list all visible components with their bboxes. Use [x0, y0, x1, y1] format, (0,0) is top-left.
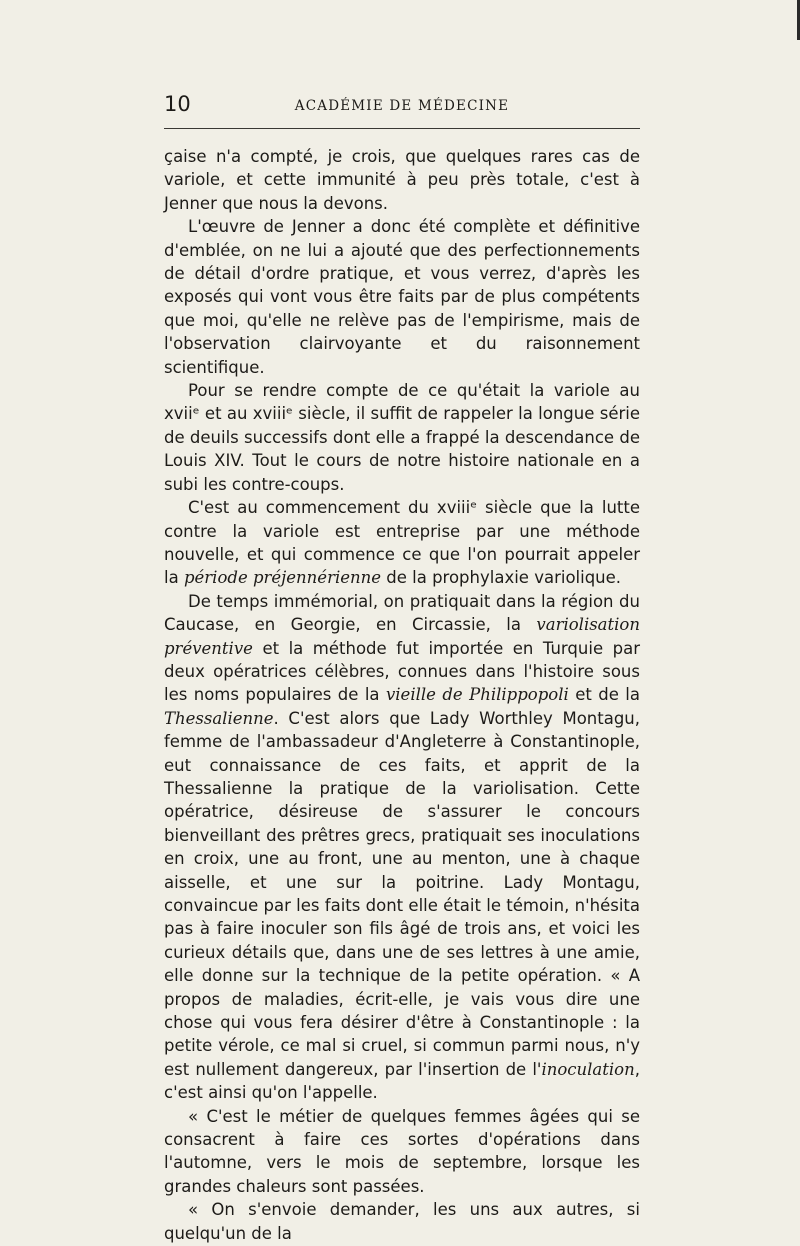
paragraph: « C'est le métier de quelques femmes âgées qui se consacrent à faire ces sortes d'opérations dans l'automne, vers le mois de septembre, lorsque les grandes chaleurs sont passées.	[164, 1106, 640, 1196]
body-text	[164, 145, 640, 1245]
paragraph: L'œuvre de Jenner a donc été complète et définitive d'emblée, on ne lui a ajouté que des perfectionnements de détail d'ordre pratique, et vous verrez, d'après les exposés qui vont vous être faits par de plus compétents que moi, qu'elle ne relève pas de l'empirisme, mais de l'observation clairvoyante et du raisonnement scientifique.	[164, 217, 640, 377]
text-run: et de la	[568, 685, 640, 705]
paragraph: « On s'envoie demander, les uns aux autres, si quelqu'un de la	[164, 1200, 640, 1243]
header-rule	[164, 128, 640, 129]
italic-term: Thessalienne	[164, 708, 274, 728]
text-run: de la prophylaxie variolique.	[381, 568, 622, 588]
page-number: 10	[164, 92, 191, 116]
paragraph	[164, 590, 640, 1105]
page-header	[164, 92, 640, 120]
text-run: C'est au commencement du xviiiᵉ siècle que la lutte contre la variole est entreprise par une méthode nouvelle, et qui commence ce que l'on pourrait appeler la	[164, 498, 640, 588]
text-run: , c'est ainsi qu'on l'appelle.	[164, 1059, 640, 1103]
italic-term: période préjennérienne	[183, 568, 382, 588]
running-head: ACADÉMIE DE MÉDECINE	[294, 98, 510, 114]
italic-term: variolisation préventive	[164, 615, 640, 658]
text-run: De temps immémorial, on pratiquait dans la région du Caucase, en Georgie, en Circassie, la	[164, 591, 640, 635]
italic-term: inoculation	[541, 1059, 635, 1079]
paragraph	[164, 496, 640, 590]
paragraph: Pour se rendre compte de ce qu'était la variole au xviiᵉ et au xviiiᵉ siècle, il suffit de rappeler la longue série de deuils successifs dont elle a frappé la descendance de Louis XIV. Tout le cours de notre histoire nationale en a subi les contre-coups.	[164, 381, 640, 494]
italic-term: vieille de Philippopoli	[385, 685, 569, 705]
text-run: . C'est alors que Lady Worthley Montagu, femme de l'ambassadeur d'Angleterre à Constantinople, eut connaissance de ces faits, et apprit de la Thessalienne la pratique de la variolisation. Cette opératrice, désireuse de s'assurer le concours bienveillant des prêtres grecs, pratiquait ses inoculations en croix, une au front, une au menton, une à chaque aisselle, et une sur la poitrine. Lady Montagu, convaincue par les faits dont elle était le témoin, n'hésita pas à faire inoculer son fils âgé de trois ans, et voici les curieux détails que, dans une de ses lettres à une amie, elle donne sur la technique de la petite opération. « A propos de maladies, écrit-elle, je vais vous dire une chose qui vous fera désirer d'être à Constantinople : la petite vérole, ce mal si cruel, si commun parmi nous, n'y est nullement dangereux, par l'insertion de l'	[164, 708, 640, 1079]
paragraph: çaise n'a compté, je crois, que quelques rares cas de variole, et cette immunité à peu près totale, c'est à Jenner que nous la devons.	[164, 147, 640, 213]
text-run: et la méthode fut importée en Turquie par deux opératrices célèbres, connues dans l'histoire sous les noms populaires de la	[164, 638, 640, 705]
